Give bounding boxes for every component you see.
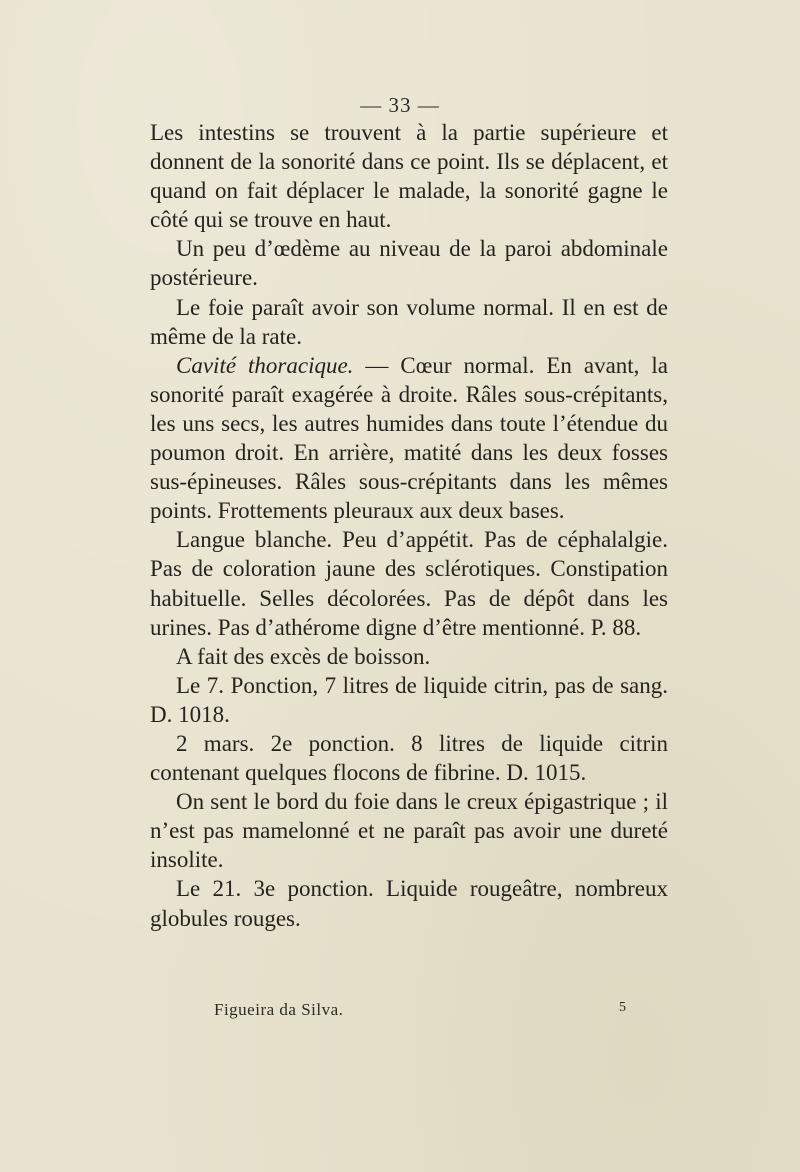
paragraph: Le 21. 3e ponction. Liquide rougeâtre, nombreux globules rouges. (150, 876, 668, 931)
paragraph: Le 7. Ponction, 7 litres de liquide citrin, pas de sang. D. 1018. (150, 672, 668, 727)
paragraph (150, 351, 668, 526)
gathering-mark: 5 (619, 1000, 626, 1015)
paragraph: Un peu d’œdème au niveau de la paroi abdominale postérieure. (150, 236, 668, 291)
section-heading: Cavité thoracique. (176, 352, 354, 378)
paragraph: Langue blanche. Peu d’appétit. Pas de céphalalgie. Pas de coloration jaune des sclérotiques. Constipation habituelle. Selles décolorées. Pas de dépôt dans les urines. Pas d’athérome digne d’être mentionné. P. 88. (150, 527, 668, 640)
paragraph-text: — Cœur normal. En avant, la sonorité paraît exagérée à droite. Râles sous-crépitants, les uns secs, les autres humides dans toute l’étendue du poumon droit. En arrière, matité dans les deux fosses sus-épineuses. Râles sous-crépitants dans les mêmes points. Frottements pleuraux aux deux bases. (150, 352, 669, 524)
body-text (150, 118, 668, 933)
paragraph: 2 mars. 2e ponction. 8 litres de liquide citrin contenant quelques flocons de fibrine. D. 1015. (150, 730, 668, 786)
signature-line: Figueira da Silva. (214, 1000, 344, 1019)
paragraph: A fait des excès de boisson. (176, 643, 431, 669)
paragraph: On sent le bord du foie dans le creux épigastrique ; il n’est pas mamelonné et ne paraît pas avoir une dureté insolite. (150, 789, 668, 873)
footer (0, 1000, 800, 1030)
paragraph: Les intestins se trouvent à la partie supérieure et donnent de la sonorité dans ce point. Ils se déplacent, et quand on fait déplacer le malade, la sonorité gagne le côté qui se trouve en haut. (150, 120, 668, 233)
page-number: — 33 — (360, 93, 440, 117)
paragraph: Le foie paraît avoir son volume normal. Il en est de même de la rate. (150, 294, 668, 349)
